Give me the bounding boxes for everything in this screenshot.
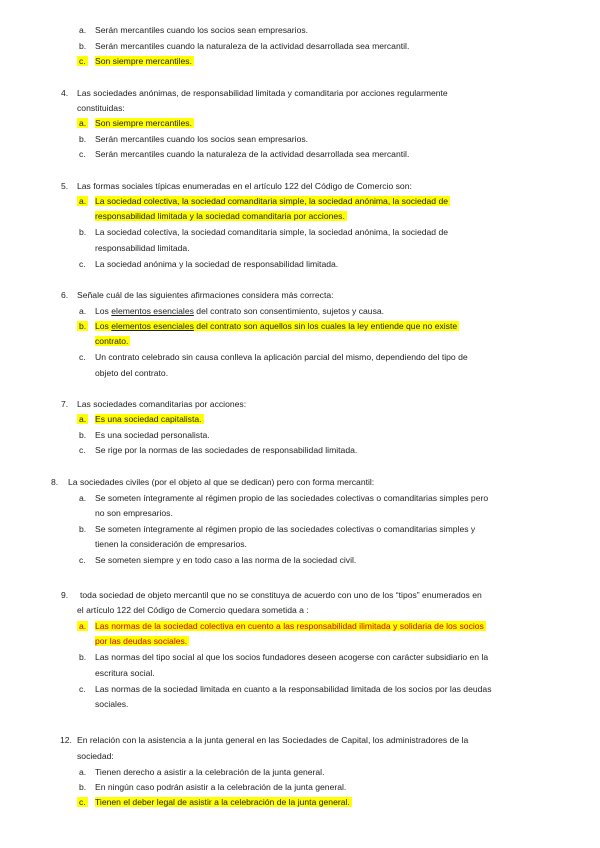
question-number: 12. [60, 735, 72, 745]
option-text: Tienen derecho a asistir a la celebración de la junta general. [95, 767, 325, 777]
option-text-part: Los [95, 306, 112, 316]
option-text-highlighted: Son siempre mercantiles. [95, 118, 192, 128]
question-text: En relación con la asistencia a la junta general en las Sociedades de Capital, los administradores de la [77, 735, 469, 745]
underlined-term: elementos esenciales [111, 321, 194, 331]
option-text: sociales. [95, 699, 129, 709]
question-text: sociedad: [77, 751, 114, 761]
option-letter-highlighted: b. [79, 321, 87, 331]
question-text: constituidas: [77, 103, 125, 113]
option-text-highlighted: responsabilidad limitada y la sociedad comanditaria por acciones. [95, 211, 345, 221]
option-letter: c. [79, 445, 86, 455]
option-letter: a. [79, 493, 87, 503]
option-text-part: del contrato son aquellos sin los cuales la ley entiende que no existe [193, 321, 458, 331]
option-text-part: del contrato son consentimiento, sujetos y causa. [193, 306, 385, 316]
underlined-term: elementos esenciales [111, 306, 194, 316]
option-text-highlighted [95, 321, 459, 331]
option-text: En ningún caso podrán asistir a la celebración de la junta general. [95, 782, 347, 792]
option-letter-highlighted: a. [79, 196, 87, 206]
option-letter: a. [79, 25, 87, 35]
option-text: responsabilidad limitada. [95, 243, 190, 253]
option-text: La sociedad anónima y la sociedad de responsabilidad limitada. [95, 259, 339, 269]
option-text-highlighted: contrato. [95, 336, 129, 346]
question-number: 8. [51, 477, 59, 487]
option-text: Serán mercantiles cuando la naturaleza de la actividad desarrollada sea mercantil. [95, 149, 410, 159]
option-letter-highlighted: c. [79, 797, 86, 807]
option-text [95, 306, 384, 316]
question-text: el artículo 122 del Código de Comercio quedara sometida a : [77, 605, 309, 615]
question-text: Señale cuál de las siguientes afirmaciones considera más correcta: [77, 290, 334, 300]
option-letter-highlighted: a. [79, 414, 87, 424]
question-number: 4. [61, 88, 69, 98]
question-number: 7. [61, 399, 69, 409]
option-text: Se someten íntegramente al régimen propio de las sociedades colectivas o comanditarias simples y [95, 524, 476, 534]
option-letter: a. [79, 767, 87, 777]
option-text: Las normas del tipo social al que los socios fundadores deseen acogerse con carácter subsidiario en la [95, 652, 489, 662]
question-text: Las formas sociales típicas enumeradas en el artículo 122 del Código de Comercio son: [77, 181, 412, 191]
option-letter: b. [79, 41, 87, 51]
option-letter-highlighted: a. [79, 621, 87, 631]
option-text: Las normas de la sociedad limitada en cuanto a la responsabilidad limitada de los socios por las deudas [95, 684, 492, 694]
option-text: Un contrato celebrado sin causa conlleva la aplicación parcial del mismo, dependiendo del tipo de [95, 352, 468, 362]
option-letter: b. [79, 652, 87, 662]
option-text: La sociedad colectiva, la sociedad comanditaria simple, la sociedad anónima, la sociedad de [95, 227, 449, 237]
option-text-highlighted: por las deudas sociales. [95, 636, 188, 646]
option-letter-highlighted: c. [79, 56, 86, 66]
option-letter-highlighted: a. [79, 118, 87, 128]
question-number: 5. [61, 181, 69, 191]
option-letter: c. [79, 555, 86, 565]
option-text: Serán mercantiles cuando los socios sean empresarios. [95, 134, 309, 144]
option-text: Se rige por la normas de las sociedades de responsabilidad limitada. [95, 445, 358, 455]
option-text-highlighted: Son siempre mercantiles. [95, 56, 192, 66]
question-text: Las sociedades comanditarias por acciones: [77, 399, 247, 409]
option-letter: b. [79, 227, 87, 237]
question-number: 9. [61, 590, 69, 600]
option-text-part: Los [95, 321, 112, 331]
option-text-highlighted: La sociedad colectiva, la sociedad comanditaria simple, la sociedad anónima, la sociedad de [95, 196, 449, 206]
option-text: objeto del contrato. [95, 368, 169, 378]
option-text: Serán mercantiles cuando la naturaleza de la actividad desarrollada sea mercantil. [95, 41, 410, 51]
option-letter: a. [79, 306, 87, 316]
option-text: Se someten íntegramente al régimen propio de las sociedades colectivas o comanditarias simples pero [95, 493, 489, 503]
option-letter: b. [79, 782, 87, 792]
option-text: no son empresarios. [95, 508, 173, 518]
option-text: Serán mercantiles cuando los socios sean empresarios. [95, 25, 309, 35]
question-text: toda sociedad de objeto mercantil que no se constituya de acuerdo con uno de los “tipos” enumerados en [80, 590, 482, 600]
question-number: 6. [61, 290, 69, 300]
option-letter: b. [79, 134, 87, 144]
option-letter: c. [79, 259, 86, 269]
option-letter: b. [79, 430, 87, 440]
option-letter: c. [79, 684, 86, 694]
question-text: Las sociedades anónimas, de responsabilidad limitada y comanditaria por acciones regularmente [77, 88, 448, 98]
option-letter: c. [79, 149, 86, 159]
question-text: La sociedades civiles (por el objeto al que se dedican) pero con forma mercantil: [68, 477, 375, 487]
option-text: tienen la consideración de empresarios. [95, 539, 247, 549]
option-letter: c. [79, 352, 86, 362]
option-letter: b. [79, 524, 87, 534]
option-text-highlighted: Es una sociedad capitalista. [95, 414, 202, 424]
option-text: escritura social. [95, 668, 155, 678]
option-text: Es una sociedad personalista. [95, 430, 210, 440]
option-text-highlighted: Tienen el deber legal de asistir a la celebración de la junta general. [95, 797, 350, 807]
option-text-highlighted: Las normas de la sociedad colectiva en cuento a las responsabilidad ilimitada y solidaria de los socios [95, 621, 484, 631]
option-text: Se someten siempre y en todo caso a las norma de la sociedad civil. [95, 555, 357, 565]
